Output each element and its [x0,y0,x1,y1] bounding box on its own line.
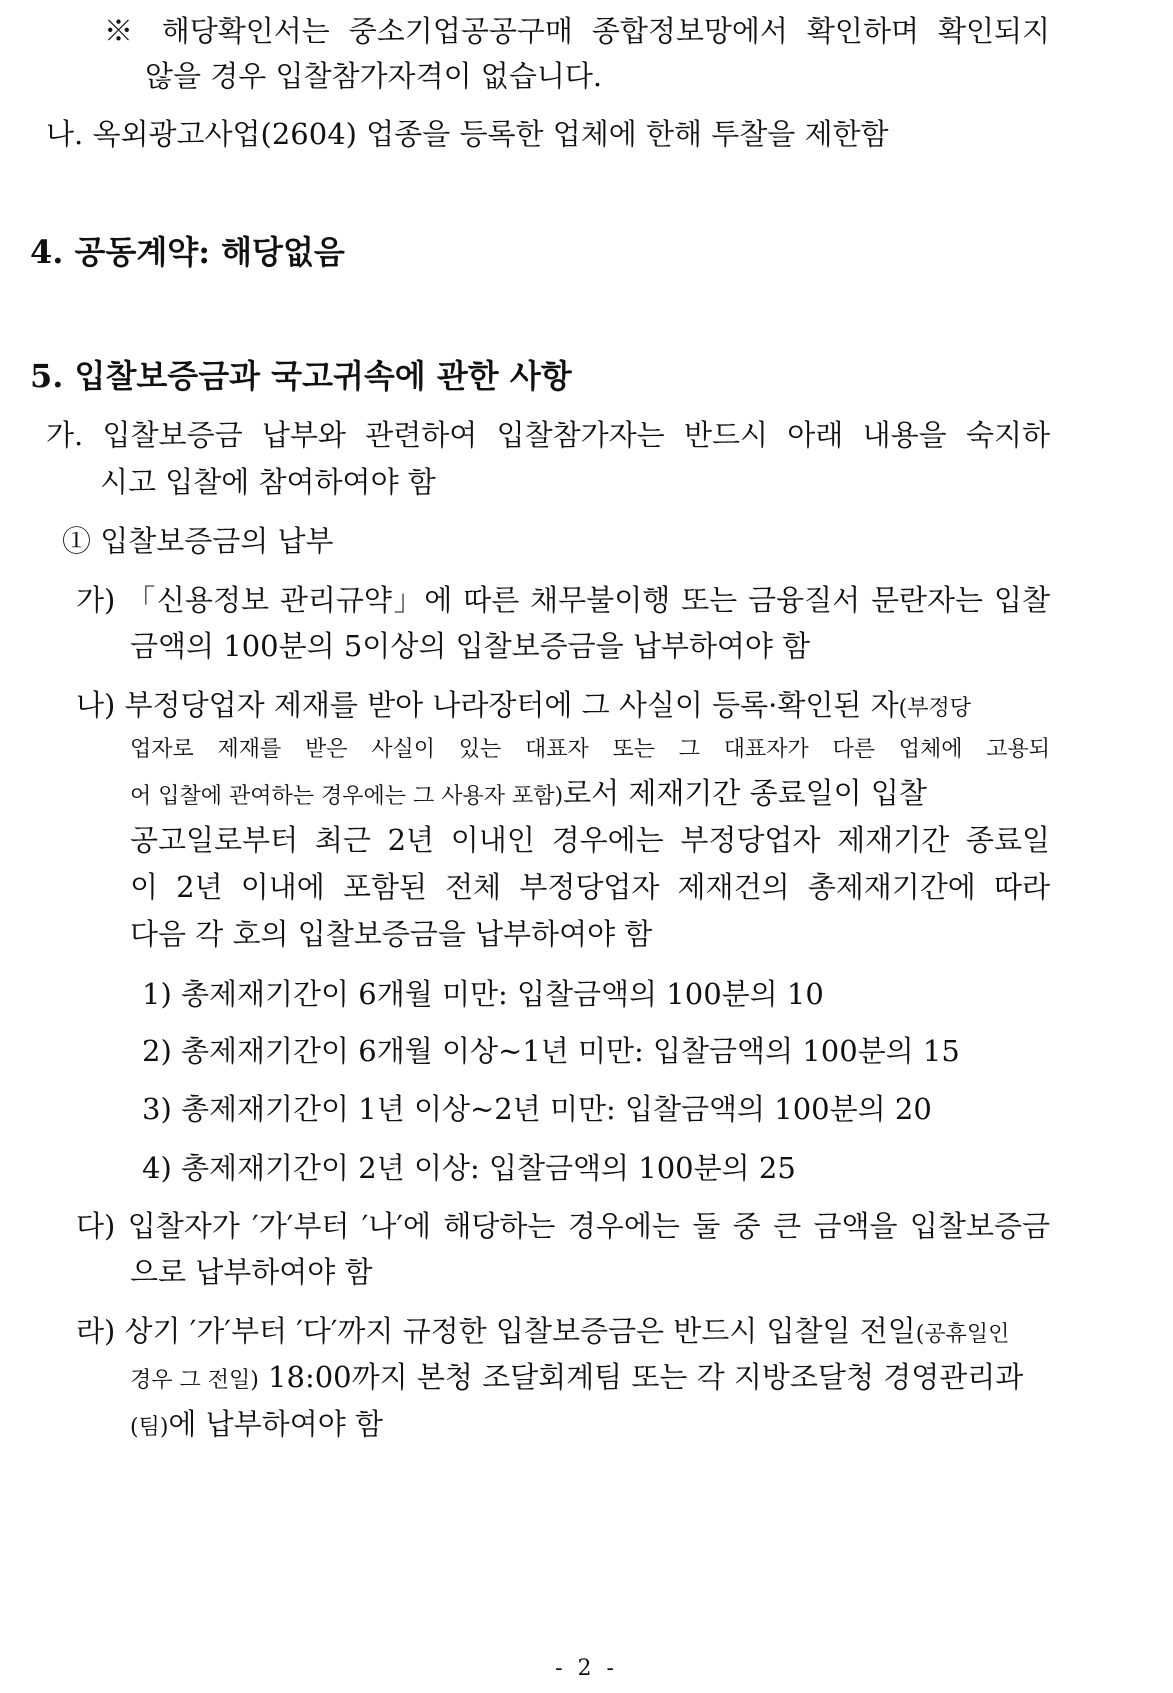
na-paren-line-3-main: 로서 제재기간 종료일이 입찰 [563,776,927,810]
na-paren-line-6: 다음 각 호의 입찰보증금을 납부하여야 함 [130,917,653,951]
ga-paren-line-2: 금액의 100분의 5이상의 입찰보증금을 납부하여야 함 [130,629,811,663]
na-paren-line-3-small: 어 입찰에 관여하는 경우에는 그 사용자 포함) [130,784,564,809]
ra-paren-line-1-small: (공휴일인 [915,1322,1010,1347]
ra-paren-line-2 [130,1358,1023,1400]
ra-paren-line-3 [130,1405,383,1447]
item-ga-line-1: 가. 입찰보증금 납부와 관련하여 입찰참가자는 반드시 아래 내용을 숙지하 [46,418,1050,452]
numbered-item-3: 3) 총제재기간이 1년 이상~2년 미만: 입찰금액의 100분의 20 [142,1092,932,1126]
na-paren-line-1-small: (부정당 [898,696,971,721]
da-paren-line-1: 다) 입찰자가 ′가′부터 ′나′에 해당하는 경우에는 둘 중 큰 금액을 입찰보증금 [76,1209,1050,1243]
na-paren-line-4: 공고일로부터 최근 2년 이내인 경우에는 부정당업자 제재기간 종료일 [130,823,1050,857]
ra-paren-line-2-small: 경우 그 전일) [130,1368,259,1393]
na-paren-line-3 [130,774,927,816]
ra-paren-line-1-main: 라) 상기 ′가′부터 ′다′까지 규정한 입찰보증금은 반드시 입찰일 전일 [76,1314,916,1348]
na-paren-line-5: 이 2년 이내에 포함된 전체 부정당업자 제재건의 총제재기간에 따라 [130,870,1050,904]
ga-paren-line-1: 가) 「신용정보 관리규약」에 따른 채무불이행 또는 금융질서 문란자는 입찰 [76,583,1050,617]
item-ga-line-2: 시고 입찰에 참여하여야 함 [100,465,436,499]
numbered-item-1: 1) 총제재기간이 6개월 미만: 입찰금액의 100분의 10 [142,977,824,1011]
da-paren-line-2: 으로 납부하여야 함 [130,1255,373,1289]
item-na: 나. 옥외광고사업(2604) 업종을 등록한 업체에 한해 투찰을 제한함 [46,117,889,151]
page-number: - 2 - [555,1656,618,1681]
section-4-heading: 4. 공동계약: 해당없음 [30,233,345,271]
na-paren-line-2: 업자로 제재를 받은 사실이 있는 대표자 또는 그 대표자가 다른 업체에 고용되 [130,737,1050,762]
note-line-2: 않을 경우 입찰참가자격이 없습니다. [145,59,603,93]
na-paren-line-1 [76,686,971,728]
ra-paren-line-3-small: (팀) [130,1415,169,1440]
note-line-1: ※ 해당확인서는 중소기업공공구매 종합정보망에서 확인하며 확인되지 [104,14,1050,48]
numbered-item-4: 4) 총제재기간이 2년 이상: 입찰금액의 100분의 25 [142,1151,796,1185]
section-5-heading: 5. 입찰보증금과 국고귀속에 관한 사항 [30,357,572,395]
ra-paren-line-3-main: 에 납부하여야 함 [168,1407,383,1441]
sub-heading-1: ① 입찰보증금의 납부 [62,524,334,558]
ra-paren-line-1 [76,1312,1009,1354]
ra-paren-line-2-main: 18:00까지 본청 조달회계팀 또는 각 지방조달청 경영관리과 [258,1360,1024,1394]
numbered-item-2: 2) 총제재기간이 6개월 이상~1년 미만: 입찰금액의 100분의 15 [142,1034,960,1068]
na-paren-line-1-main: 나) 부정당업자 제재를 받아 나라장터에 그 사실이 등록·확인된 자 [76,688,899,722]
